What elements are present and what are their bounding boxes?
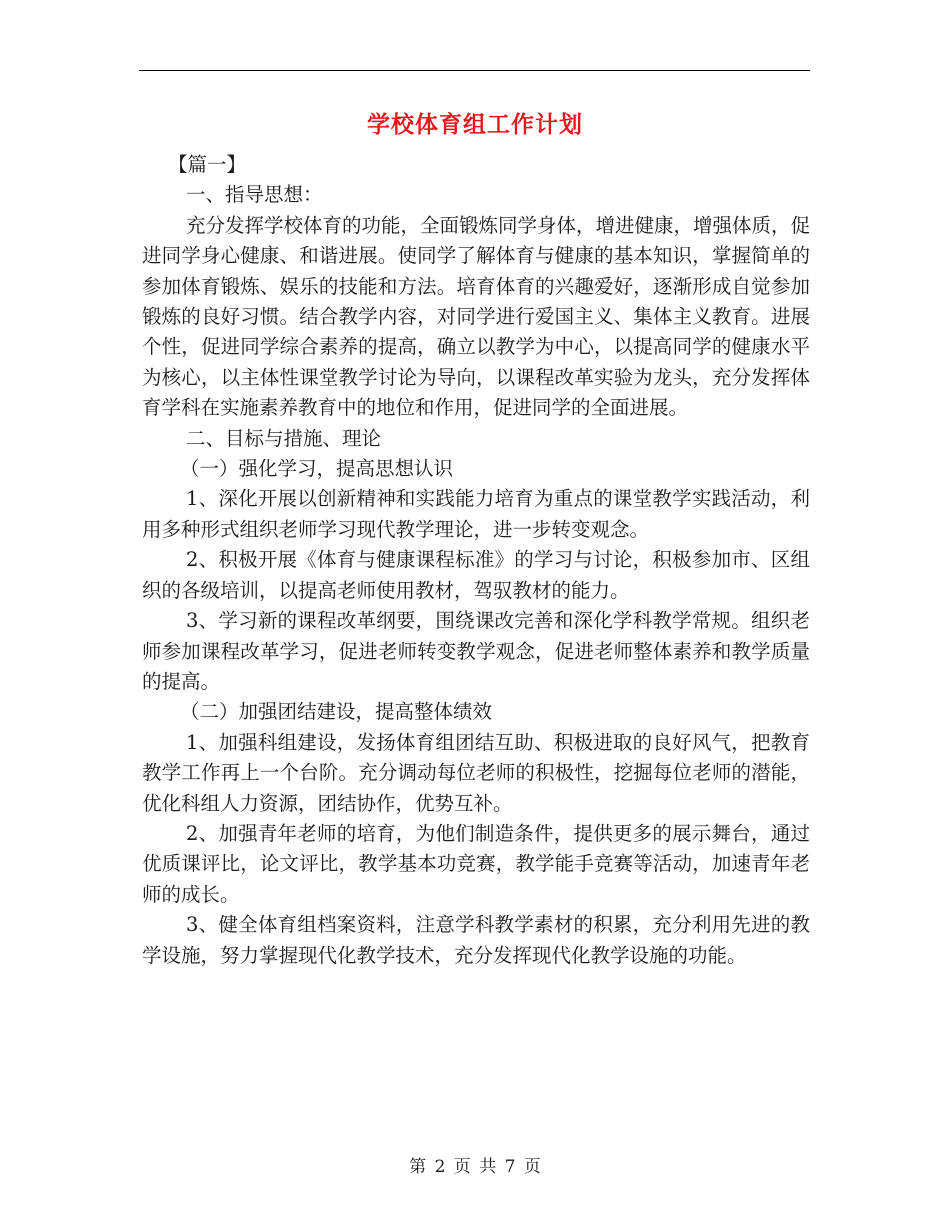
paragraph: （二）加强团结建设，提高整体绩效	[180, 700, 493, 724]
header-rule	[139, 70, 810, 71]
paragraph: （一）强化学习，提高思想认识	[180, 457, 454, 481]
paragraph: 一、指导思想：	[186, 183, 323, 207]
paragraph: 充分发挥学校体育的功能，全面锻炼同学身体，增进健康，增强体质，促进同学身心健康、和谐进展。使同学了解体育与健康的基本知识，掌握简单的参加体育锻炼、娱乐的技能和方法。培育体育的兴趣爱好，逐渐形成自觉参加锻炼的良好习惯。结合教学内容，对同学进行爱国主义、集体主义教育。进展个性，促进同学综合素养的提高，确立以教学为中心，以提高同学的健康水平为核心，以主体性课堂教学讨论为导向，以课程改革实验为龙头，充分发挥体育学科在实施素养教育中的地位和作用，促进同学的全面进展。	[142, 213, 811, 420]
paragraph: 二、目标与措施、理论	[186, 426, 382, 450]
page-number: 第 2 页 共 7 页	[409, 1157, 541, 1177]
paragraph: 2、积极开展《体育与健康课程标准》的学习与讨论，积极参加市、区组织的各级培训，以提高老师使用教材，驾驭教材的能力。	[142, 548, 810, 602]
paragraph: 1、加强科组建设，发扬体育组团结互助、积极进取的良好风气，把教育教学工作再上一个台阶。充分调动每位老师的积极性，挖掘每位老师的潜能，优化科组人力资源，团结协作，优势互补。	[142, 730, 810, 815]
paragraph: 3、学习新的课程改革纲要，围绕课改完善和深化学科教学常规。组织老师参加课程改革学习，促进老师转变教学观念，促进老师整体素养和教学质量的提高。	[142, 609, 810, 693]
paragraph: 【篇一】	[168, 153, 247, 176]
paragraph: 1、深化开展以创新精神和实践能力培育为重点的课堂教学实践活动，利用多种形式组织老师学习现代教学理论，进一步转变观念。	[142, 487, 810, 541]
document-body	[142, 150, 810, 971]
document-title: 学校体育组工作计划	[367, 111, 583, 138]
paragraph: 3、健全体育组档案资料，注意学科教学素材的积累，充分利用先进的教学设施，努力掌握现代化教学技术，充分发挥现代化教学设施的功能。	[142, 913, 810, 967]
paragraph: 2、加强青年老师的培育，为他们制造条件，提供更多的展示舞台，通过优质课评比，论文评比，教学基本功竞赛，教学能手竞赛等活动，加速青年老师的成长。	[142, 821, 810, 906]
